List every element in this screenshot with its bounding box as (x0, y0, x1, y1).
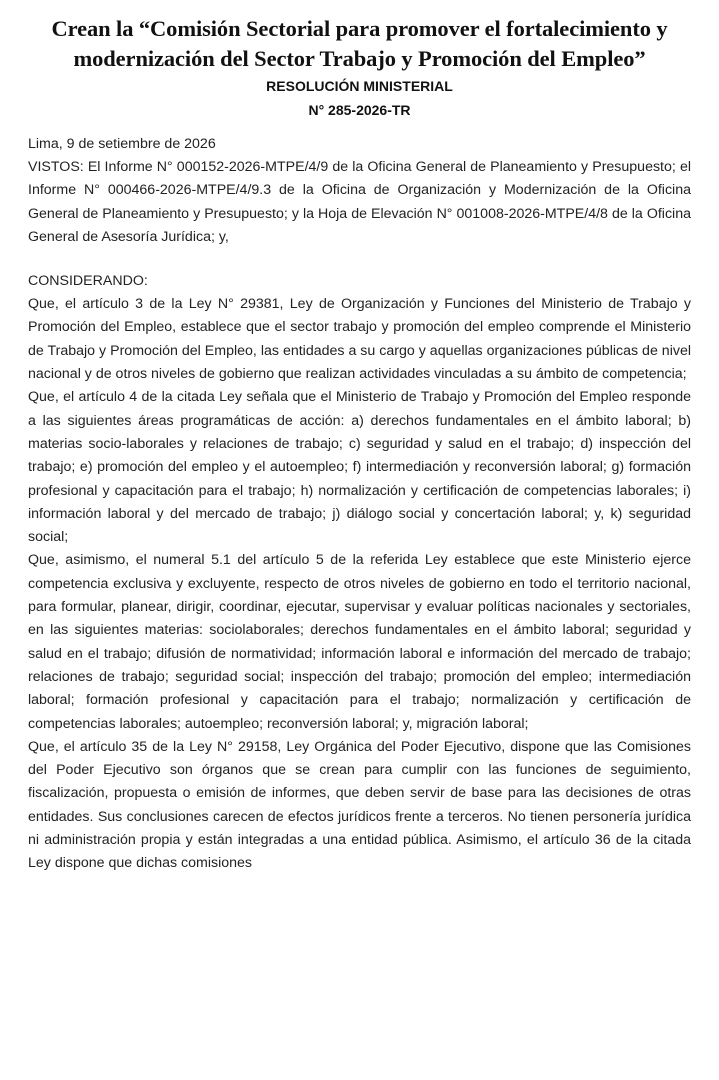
considerando-paragraph: Que, el artículo 35 de la Ley N° 29158, Ley Orgánica del Poder Ejecutivo, dispone que las Comisiones del Poder Ejecutivo son órganos que se crean para cumplir con las funciones de seguimiento, fiscalización, propuesta o emisión de informes, que deben servir de base para las decisiones de otras entidades. Sus conclusiones carecen de efectos jurídicos frente a terceros. No tienen personería jurídica ni administración propia y están integradas a una entidad pública. Asimismo, el artículo 36 de la citada Ley dispone que dichas comisiones (28, 738, 691, 872)
resolution-number: N° 285-2026-TR (308, 102, 411, 118)
date-line: Lima, 9 de setiembre de 2026 (28, 136, 216, 152)
resolution-type: RESOLUCIÓN MINISTERIAL (266, 78, 453, 94)
considerando-paragraph: Que, asimismo, el numeral 5.1 del artículo 5 de la referida Ley establece que este Ministerio ejerce competencia exclusiva y excluyente, respecto de otros niveles de gobierno en todo el territorio nacional, para formular, planear, dirigir, coordinar, ejecutar, supervisar y evaluar políticas nacionales y sectoriales, en las siguientes materias: sociolaborales; derechos fundamentales en el ámbito laboral; seguridad y salud en el trabajo; difusión de normatividad; información laboral e información del mercado de trabajo; relaciones de trabajo; seguridad social; inspección del trabajo; promoción del empleo; intermediación laboral; formación profesional y capacitación para el trabajo; normalización y certificación de competencias laborales; autoempleo; reconversión laboral; y, migración laboral; (28, 552, 691, 732)
document-title: Crean la “Comisión Sectorial para promover el fortalecimiento y modernización del Sector Trabajo y Promoción del Empleo” (51, 16, 668, 71)
vistos-paragraph: VISTOS: El Informe N° 000152-2026-MTPE/4/9 de la Oficina General de Planeamiento y Presupuesto; el Informe N° 000466-2026-MTPE/4/9.3 de la Oficina de Organización y Modernización de la Oficina General de Planeamiento y Presupuesto; y la Hoja de Elevación N° 001008-2026-MTPE/4/8 de la Oficina General de Asesoría Jurídica; y, (28, 159, 691, 245)
considerando-paragraph: Que, el artículo 3 de la Ley N° 29381, Ley de Organización y Funciones del Ministerio de Trabajo y Promoción del Empleo, establece que el sector trabajo y promoción del empleo comprende el Ministerio de Trabajo y Promoción del Empleo, las entidades a su cargo y aquellas organizaciones públicas de nivel nacional y de otros niveles de gobierno que realizan actividades vinculadas a su ámbito de competencia; (28, 296, 691, 383)
considerando-paragraph: Que, el artículo 4 de la citada Ley señala que el Ministerio de Trabajo y Promoción del Empleo responde a las siguientes áreas programáticas de acción: a) derechos fundamentales en el ámbito laboral; b) materias socio-laborales y relaciones de trabajo; c) seguridad y salud en el trabajo; d) inspección del trabajo; e) promoción del empleo y el autoempleo; f) intermediación y reconversión laboral; g) formación profesional y capacitación para el trabajo; h) normalización y certificación de competencias laborales; i) información laboral y del mercado de trabajo; j) diálogo social y concertación laboral; y, k) seguridad social; (28, 389, 691, 546)
considerando-heading: CONSIDERANDO: (28, 273, 148, 290)
